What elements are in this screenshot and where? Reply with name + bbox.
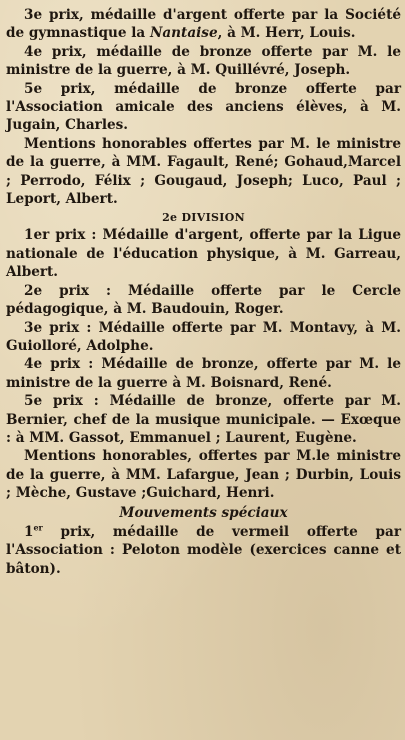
division-paragraph-5e-prix: 5e prix : Médaille de bronze, offerte par M. Bernier, chef de la musique municipale. — Exœque : à MM. Gassot, Emmanuel ; Laurent, Eugène.	[6, 393, 401, 446]
division-paragraph-1er-prix: 1er prix : Médaille d'argent, offerte par la Ligue nationale de l'éducation physique, à M. Garreau, Albert.	[6, 227, 401, 281]
paragraph-5e-prix: 5e prix, médaille de bronze offerte par l'Association amicale des anciens élèves, à M. Jugain, Charles.	[6, 80, 401, 134]
special-paragraph-text: prix, médaille de vermeil offerte par l'Association : Peloton modèle (exercices canne et bâton).	[6, 523, 401, 577]
division-paragraph-2e-prix: 2e prix : Médaille offerte par le Cercle pédagogique, à M. Baudouin, Roger.	[6, 282, 401, 318]
special-paragraph	[6, 523, 401, 578]
division-paragraph-mentions: Mentions honorables, offertes par M.le ministre de la guerre, à MM. Lafargue, Jean ; Durbin, Louis ; Mèche, Gustave ;Guichard, Henri.	[6, 448, 401, 502]
division-heading: 2e DIVISION	[162, 211, 245, 225]
special-paragraph-number: 1	[24, 523, 34, 540]
division-paragraph-4e-prix: 4e prix : Médaille de bronze, offerte par M. le ministre de la guerre à M. Boisnard, René.	[6, 356, 401, 391]
paragraph-3e-prix-italic: Nantaise	[149, 25, 218, 42]
paragraph-3e-prix-lead: 3e prix, médaille d'argent offerte par la Société de gymnastique la	[6, 7, 401, 42]
special-paragraph-sup: er	[33, 522, 43, 533]
paragraph-3e-prix-tail: , à M. Herr, Louis.	[217, 25, 356, 42]
paragraph-3e-prix	[6, 6, 401, 43]
paragraph-4e-prix: 4e prix, médaille de bronze offerte par M. le ministre de la guerre, à M. Quillévré, Joseph.	[6, 43, 401, 79]
division-paragraph-3e-prix: 3e prix : Médaille offerte par M. Montavy, à M. Guiolloré, Adolphe.	[6, 319, 401, 354]
special-movements-heading: Mouvements spéciaux	[119, 504, 288, 521]
paragraph-mentions-honorables: Mentions honorables offertes par M. le ministre de la guerre, à MM. Fagault, René; Gohaud,Marcel ; Perrodo, Félix ; Gougaud, Joseph; Luco, Paul ; Leport, Albert.	[6, 135, 401, 208]
